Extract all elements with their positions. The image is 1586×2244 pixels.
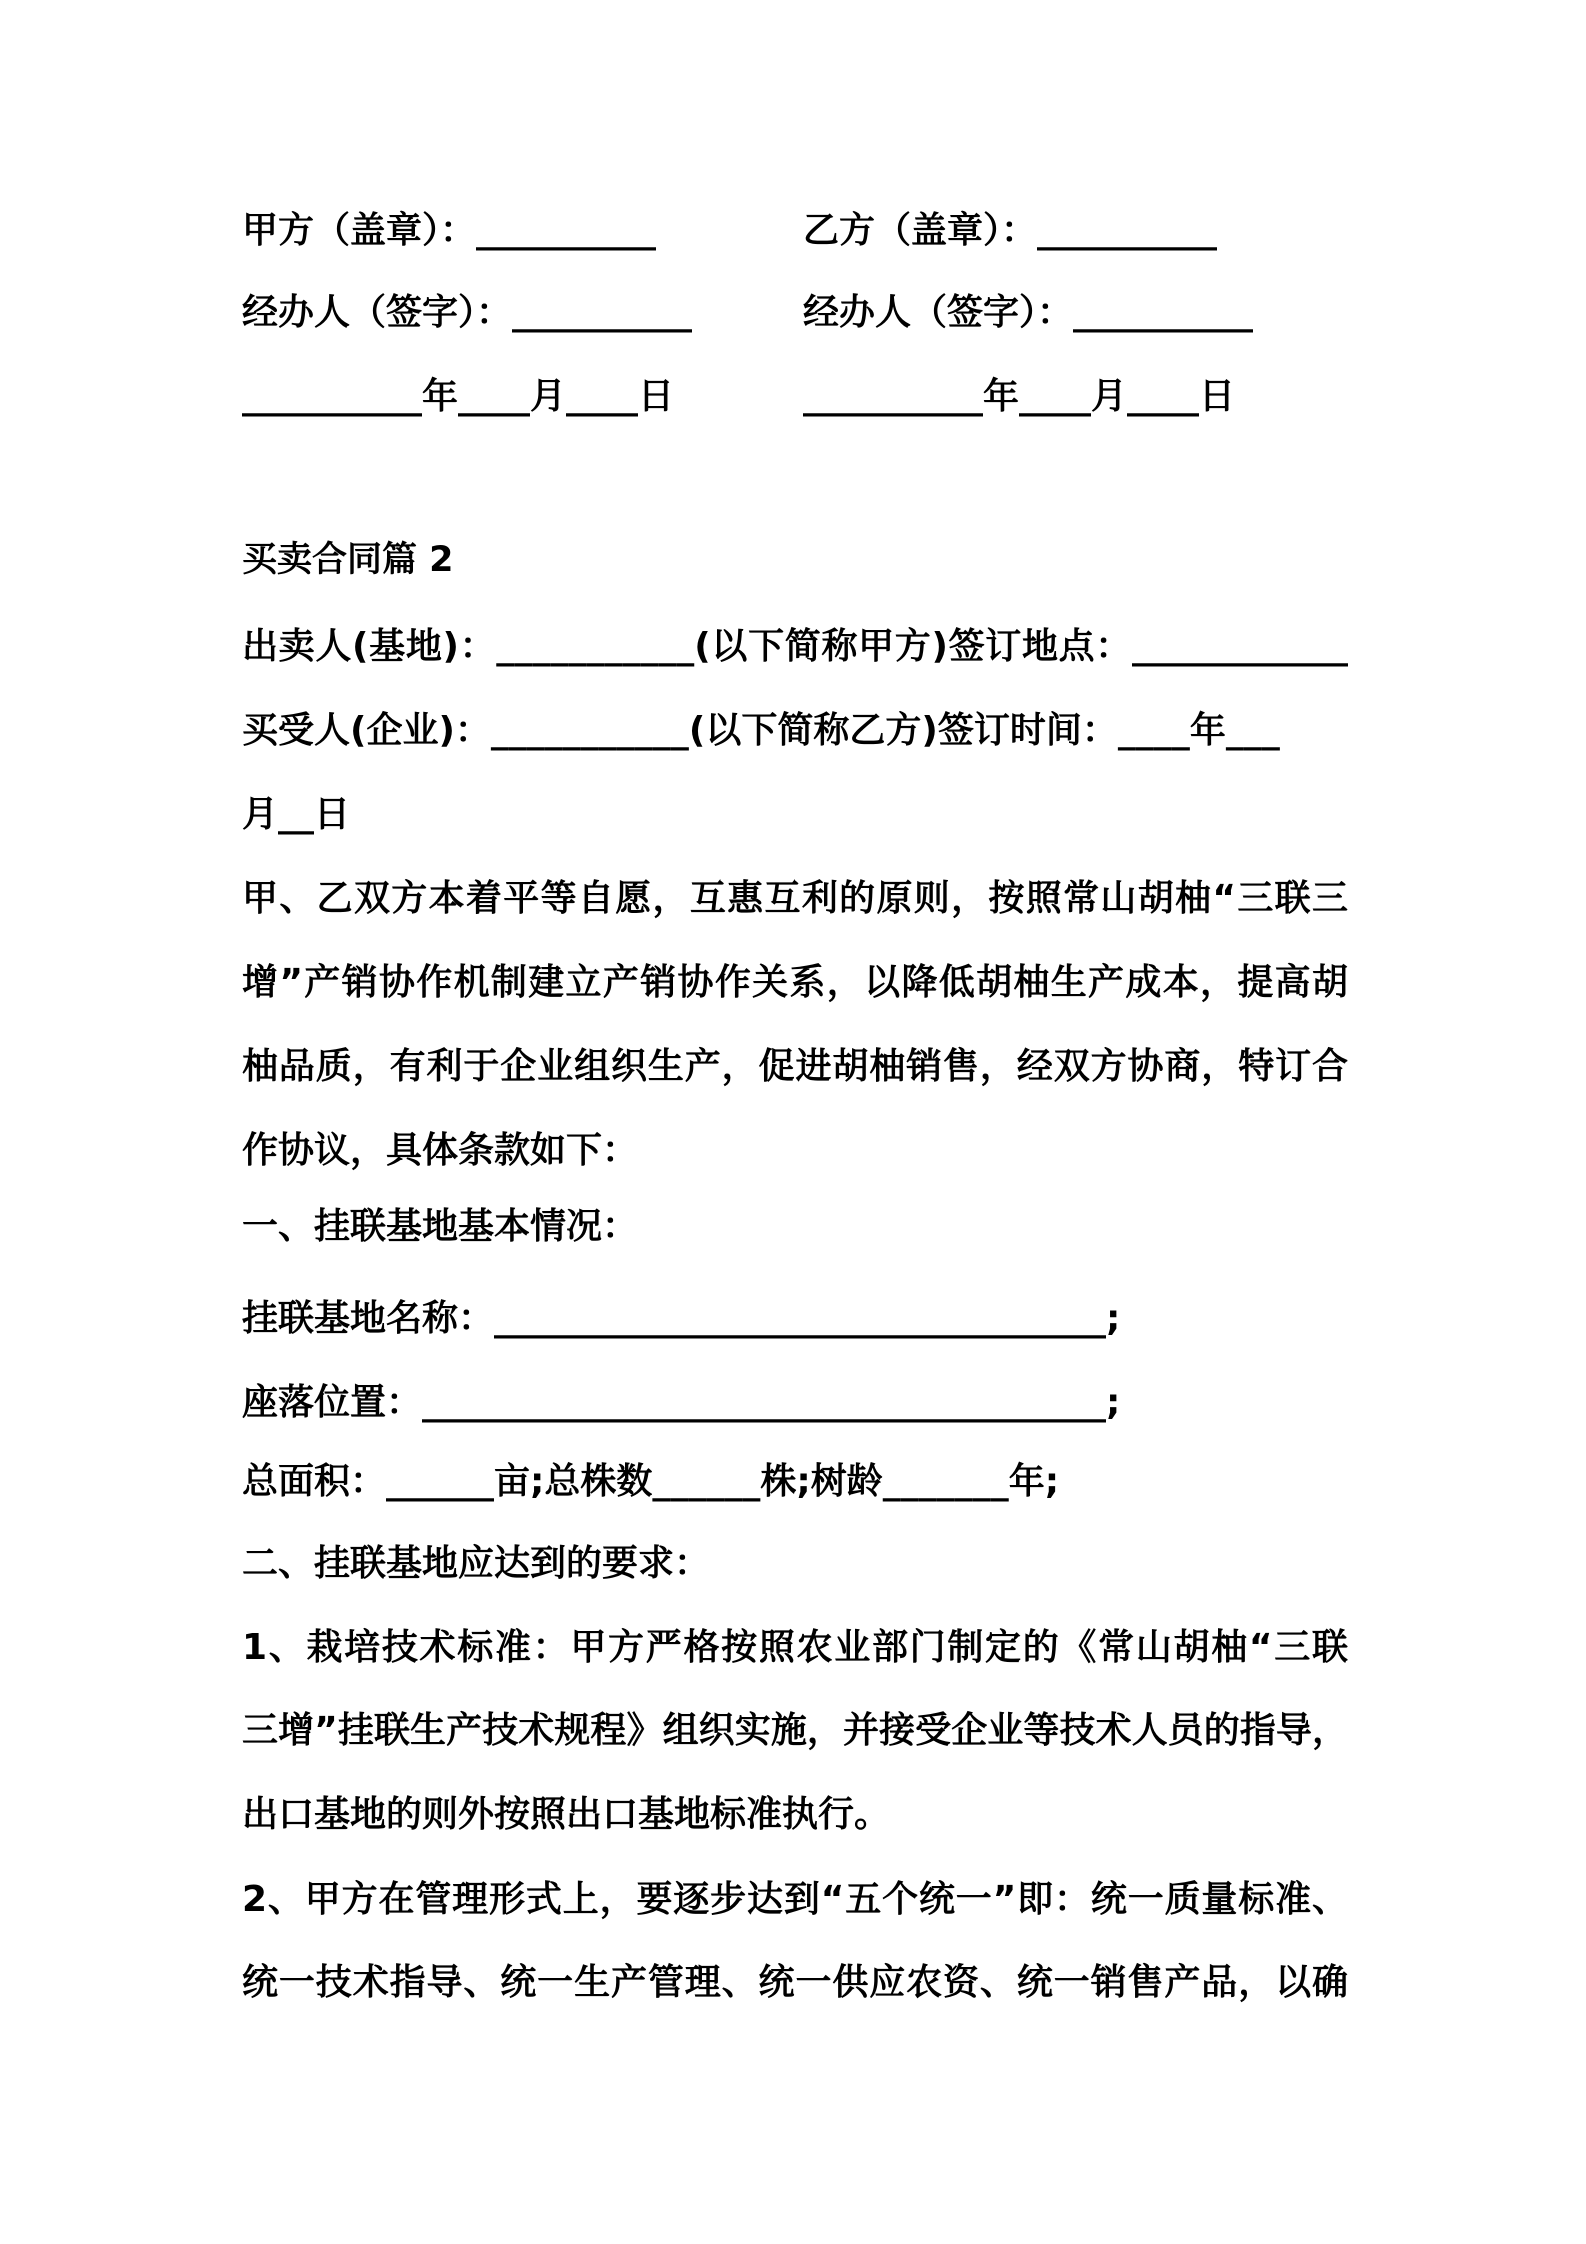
party-b-seal-field: 乙方（盖章）：__________ [803, 210, 1218, 251]
buyer-line: 买受人(企业)：___________(以下简称乙方)签订时间：____年___ [242, 710, 1280, 751]
party-a-agent-field: 经办人（签字）：__________ [242, 292, 693, 333]
section2-heading: 二、挂联基地应达到的要求： [242, 1543, 711, 1584]
item2-line: 2、甲方在管理形式上，要逐步达到“五个统一”即：统一质量标准、 [242, 1879, 1348, 1920]
party-b-agent-field: 经办人（签字）：__________ [803, 292, 1254, 333]
item1-line: 出口基地的则外按照出口基地标准执行。 [242, 1794, 891, 1835]
party-a-date-field: __________年____月____日 [242, 376, 674, 417]
intro-line: 作协议，具体条款如下： [242, 1130, 639, 1171]
seller-line: 出卖人(基地)：___________(以下简称甲方)签订地点：____________ [242, 626, 1348, 667]
section1-heading: 一、挂联基地基本情况： [242, 1206, 639, 1247]
area-field: 总面积：______亩;总株数______株;树龄_______年; [242, 1461, 1060, 1502]
buyer-line-continued: 月__日 [242, 794, 351, 835]
item1-line: 三增”挂联生产技术规程》组织实施，并接受企业等技术人员的指导， [242, 1710, 1348, 1751]
intro-line: 柚品质，有利于企业组织生产，促进胡柚销售，经双方协商，特订合 [242, 1046, 1348, 1087]
item1-line: 1、栽培技术标准：甲方严格按照农业部门制定的《常山胡柚“三联 [242, 1627, 1348, 1668]
intro-line: 增”产销协作机制建立产销协作关系，以降低胡柚生产成本，提高胡 [242, 962, 1348, 1003]
party-b-date-field: __________年____月____日 [803, 376, 1235, 417]
location-field: 座落位置：______________________________________; [242, 1382, 1121, 1423]
item2-line: 统一技术指导、统一生产管理、统一供应农资、统一销售产品，以确 [242, 1962, 1348, 2003]
party-a-seal-field: 甲方（盖章）：__________ [242, 210, 657, 251]
intro-line: 甲、乙双方本着平等自愿，互惠互利的原则，按照常山胡柚“三联三 [242, 878, 1348, 919]
base-name-field: 挂联基地名称：__________________________________; [242, 1298, 1121, 1339]
contract-title: 买卖合同篇 2 [242, 540, 454, 580]
